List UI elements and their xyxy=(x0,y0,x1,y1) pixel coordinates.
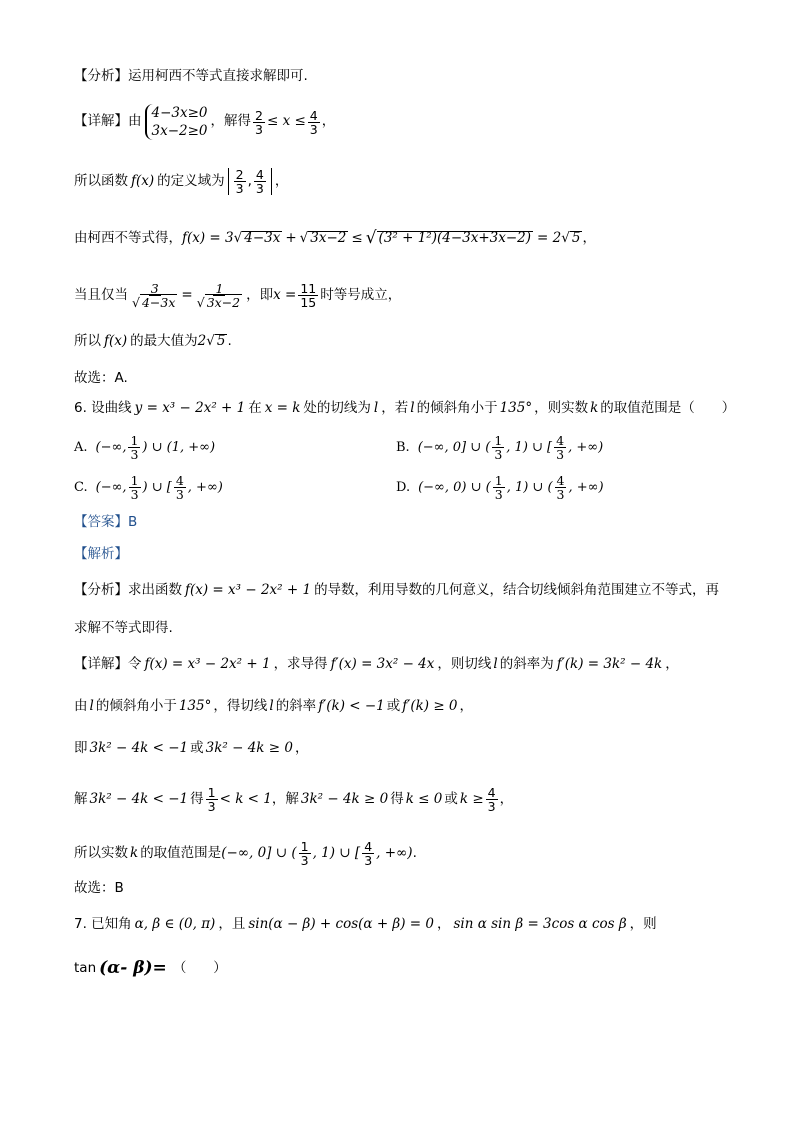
text: 的最大值为 xyxy=(130,332,198,349)
text: 解 xyxy=(74,790,88,807)
text: ，则实数 xyxy=(534,400,589,416)
denominator: 3 xyxy=(494,487,503,503)
fraction xyxy=(493,474,505,501)
text: 所以函数 xyxy=(74,172,128,189)
math: sin(α − β) + cos(α + β) = 0 xyxy=(248,916,434,932)
sqrt-icon: √ xyxy=(365,228,377,248)
math: α, β ∈ (0, π) xyxy=(134,916,216,932)
radicand: 4−3x xyxy=(141,295,176,311)
numerator: 4 xyxy=(487,785,496,800)
text: ， xyxy=(665,656,679,672)
numerator: 1 xyxy=(207,785,216,800)
answer-line xyxy=(74,516,137,530)
text: 得 xyxy=(190,790,204,807)
numerator: 1 xyxy=(130,433,139,448)
text: 的倾斜角小于 xyxy=(416,400,498,416)
option-label: B. xyxy=(396,440,410,456)
text: ，解 xyxy=(271,790,299,807)
radicand: 3x−2 xyxy=(206,295,241,311)
denominator: 3 xyxy=(556,487,565,503)
radicand: 3x−2 xyxy=(310,230,347,247)
math: f′(x) = 3x² − 4x xyxy=(330,656,435,672)
math: (−∞, 0] ∪ ( xyxy=(417,440,491,456)
math: sin α sin β = 3cos α cos β xyxy=(453,916,627,932)
fraction xyxy=(130,282,179,309)
text: 故选：A. xyxy=(74,370,128,386)
question-7-stem xyxy=(74,918,657,932)
math: , +∞) xyxy=(568,480,604,496)
question-6-stem xyxy=(74,402,735,416)
denominator: 3 xyxy=(207,799,216,815)
text: 或 xyxy=(386,698,401,714)
text: ，解得 xyxy=(210,113,252,130)
option-b[interactable] xyxy=(396,434,603,461)
fraction xyxy=(254,168,266,195)
analysis-line-1 xyxy=(74,70,308,84)
denominator: 3 xyxy=(300,853,309,869)
fraction xyxy=(492,434,504,461)
denominator: 3 xyxy=(175,487,184,503)
math: , 1) ∪ [ xyxy=(312,844,361,861)
math: k xyxy=(590,400,599,416)
math: ) ∪ (1, +∞) xyxy=(142,440,216,456)
detail-line-1 xyxy=(74,104,335,140)
denominator: 3 xyxy=(130,447,139,463)
math: + xyxy=(285,229,297,246)
denominator: 3 xyxy=(255,181,264,197)
denominator: 3 xyxy=(364,853,373,869)
denominator: √ 4−3x xyxy=(132,295,176,311)
numerator: 4 xyxy=(309,107,318,123)
sqrt-icon: √ xyxy=(233,229,243,246)
fraction xyxy=(129,474,141,501)
math: , 1) ∪ ( xyxy=(506,480,553,496)
fraction xyxy=(308,109,320,136)
fraction xyxy=(206,786,218,813)
fraction xyxy=(128,434,140,461)
text: 6. 设曲线 xyxy=(74,400,132,416)
equality-line xyxy=(74,282,401,309)
text: ，得切线 xyxy=(213,698,268,714)
text: . xyxy=(227,332,232,349)
math: , +∞) xyxy=(376,844,413,861)
math: f(x) = x³ − 2x² + 1 xyxy=(144,656,271,672)
numerator: 2 xyxy=(255,107,263,123)
detail-tag: 【详解】 xyxy=(74,656,128,672)
denominator: 3 xyxy=(235,181,244,197)
math: tan xyxy=(74,959,97,976)
math: ≤ x ≤ xyxy=(266,113,306,130)
math: y = x³ − 2x² + 1 xyxy=(134,400,246,416)
text: 故选：B xyxy=(74,880,124,896)
option-a[interactable] xyxy=(74,434,215,461)
text: 的取值范围是（ ） xyxy=(600,400,736,416)
math: , +∞) xyxy=(568,440,604,456)
fraction xyxy=(234,168,246,195)
math: 3k² − 4k < −1 xyxy=(89,790,189,807)
numerator: 1 xyxy=(300,839,309,854)
text: 的斜率为 xyxy=(499,656,554,672)
math: (−∞, xyxy=(95,440,127,456)
system-row-1: 4−3x≥0 xyxy=(151,105,208,121)
choice-line-b xyxy=(74,882,124,896)
text: 处的切线为 xyxy=(303,400,371,416)
fraction xyxy=(298,282,318,309)
math: f(x) xyxy=(104,332,128,349)
analysis-6-line-1 xyxy=(74,584,719,598)
text: ，且 xyxy=(218,916,246,932)
text: 所以 xyxy=(74,332,101,349)
math: f(x) = x³ − 2x² + 1 xyxy=(185,582,312,598)
numerator: 3 xyxy=(150,281,159,296)
explanation-header xyxy=(74,548,128,562)
sqrt-icon: √ xyxy=(206,332,215,349)
max-value-line xyxy=(74,334,232,349)
option-d[interactable] xyxy=(396,474,604,501)
text: ， xyxy=(459,698,474,714)
text: ，则切线 xyxy=(437,656,492,672)
numerator: 1 xyxy=(494,433,503,448)
math: f(x) xyxy=(131,172,155,189)
numerator: 4 xyxy=(175,473,184,488)
fraction xyxy=(299,840,311,867)
math: k xyxy=(130,844,139,861)
math: ≤ xyxy=(351,229,363,246)
sqrt-icon: √ xyxy=(561,229,570,246)
numerator: 4 xyxy=(556,433,565,448)
math: k ≤ 0 xyxy=(405,790,443,807)
fraction xyxy=(362,840,374,867)
text: 所以实数 xyxy=(74,844,128,861)
answer-text: 【答案】B xyxy=(74,514,138,530)
math: (α- β)= xyxy=(99,958,167,978)
denominator: 3 xyxy=(487,799,496,815)
math: l xyxy=(410,400,415,416)
text: 即 xyxy=(74,740,88,756)
interval-bracket xyxy=(228,168,272,195)
math: x = k xyxy=(264,400,301,416)
math: ) ∪ [ xyxy=(142,480,172,496)
text: ，若 xyxy=(381,400,409,416)
text: 的斜率 xyxy=(275,698,317,714)
sqrt-icon: √ xyxy=(299,229,309,246)
denominator: 3 xyxy=(556,447,565,463)
text: ， xyxy=(321,113,336,130)
math: 3k² − 4k < −1 xyxy=(89,740,189,756)
text: ， xyxy=(499,790,514,807)
fraction xyxy=(486,786,498,813)
text: ， xyxy=(582,229,596,246)
math: 3k² − 4k ≥ 0 xyxy=(205,740,293,756)
math: x = xyxy=(273,286,297,303)
denominator: 15 xyxy=(300,295,317,311)
radicand: 5 xyxy=(571,230,581,247)
math: f′(k) ≥ 0 xyxy=(402,698,458,714)
text: ，求导得 xyxy=(273,656,328,672)
detail-6-line-4 xyxy=(74,786,513,813)
question-7-line-2 xyxy=(74,960,227,977)
numerator: 1 xyxy=(494,473,503,488)
text: 令 xyxy=(128,656,142,672)
text: ， xyxy=(436,916,451,932)
numerator: 4 xyxy=(255,167,264,182)
text: ， xyxy=(274,172,289,189)
math: l xyxy=(269,698,274,714)
math: (−∞, 0] ∪ ( xyxy=(221,844,297,861)
option-label: D. xyxy=(396,480,411,496)
detail-6-line-1 xyxy=(74,658,679,672)
text: 由柯西不等式得， xyxy=(74,229,182,246)
detail-tag: 【详解】 xyxy=(74,113,128,130)
fraction xyxy=(554,434,566,461)
math: f′(k) < −1 xyxy=(318,698,385,714)
text: 求解不等式即得. xyxy=(74,620,173,636)
text: 在 xyxy=(248,400,262,416)
text: 或 xyxy=(190,740,204,756)
text: 的倾斜角小于 xyxy=(95,698,177,714)
numerator: 4 xyxy=(364,839,373,854)
choice-line-a xyxy=(74,372,128,386)
text: 求出函数 xyxy=(128,582,182,598)
text: 的定义域为 xyxy=(157,172,225,189)
inequality-system xyxy=(145,104,208,140)
text: , xyxy=(247,172,252,189)
math: 135° xyxy=(499,400,533,416)
option-label: C. xyxy=(74,480,88,496)
math: k ≥ xyxy=(459,790,484,807)
denominator: 3 xyxy=(494,447,503,463)
text: 由 xyxy=(74,698,88,714)
math: < k < 1 xyxy=(219,790,272,807)
text: 时等号成立， xyxy=(320,286,402,303)
detail-6-line-5 xyxy=(74,840,417,867)
text: ， xyxy=(294,740,309,756)
math: l xyxy=(89,698,94,714)
text: ，即 xyxy=(246,286,274,303)
text: 的取值范围是 xyxy=(140,844,222,861)
math: , 1) ∪ [ xyxy=(506,440,553,456)
domain-line xyxy=(74,168,288,195)
explanation-tag: 【解析】 xyxy=(74,546,128,562)
text: 当且仅当 xyxy=(74,286,128,303)
analysis-6-line-2 xyxy=(74,622,173,636)
option-c[interactable] xyxy=(74,474,223,501)
text: . xyxy=(412,844,417,861)
detail-6-line-2 xyxy=(74,700,473,714)
numerator: 1 xyxy=(215,281,224,296)
math: = 2 xyxy=(537,229,562,246)
fraction xyxy=(555,474,567,501)
text: 由 xyxy=(128,113,142,130)
math: f(x) = 3 xyxy=(182,229,234,246)
text: ，则 xyxy=(629,916,657,932)
math: 3k² − 4k ≥ 0 xyxy=(300,790,389,807)
text: 7. 已知角 xyxy=(74,916,132,932)
denominator: √ 3x−2 xyxy=(196,295,241,311)
system-row-2: 3x−2≥0 xyxy=(151,123,208,140)
math: f′(k) = 3k² − 4k xyxy=(556,656,663,672)
numerator: 2 xyxy=(235,167,244,182)
math: 135° xyxy=(178,698,212,714)
analysis-text: 【分析】运用柯西不等式直接求解即可. xyxy=(74,68,308,84)
fraction xyxy=(174,474,186,501)
radicand: (3² + 1²)(4−3x+3x−2) xyxy=(378,230,532,247)
math: l xyxy=(373,400,379,416)
text: （ ） xyxy=(172,959,227,976)
text: 或 xyxy=(444,790,458,807)
math: 2 xyxy=(197,332,207,349)
numerator: 4 xyxy=(556,473,565,488)
radicand: 5 xyxy=(216,333,226,349)
text: 得 xyxy=(390,790,404,807)
fraction xyxy=(253,109,265,136)
cauchy-line xyxy=(74,230,596,247)
detail-6-line-3 xyxy=(74,742,308,756)
fraction xyxy=(195,282,244,309)
denominator: 3 xyxy=(130,487,139,503)
math: = xyxy=(181,286,193,303)
option-label: A. xyxy=(74,440,88,456)
denominator: 3 xyxy=(255,121,263,137)
math: (−∞, xyxy=(95,480,127,496)
math: l xyxy=(493,656,498,672)
radicand: 4−3x xyxy=(244,230,281,247)
math: (−∞, 0) ∪ ( xyxy=(418,480,491,496)
text: 的导数，利用导数的几何意义，结合切线倾斜角范围建立不等式，再 xyxy=(314,582,720,598)
analysis-tag: 【分析】 xyxy=(74,582,128,598)
numerator: 1 xyxy=(130,473,139,488)
numerator: 11 xyxy=(300,281,317,296)
math: , +∞) xyxy=(187,480,223,496)
denominator: 3 xyxy=(309,121,318,137)
